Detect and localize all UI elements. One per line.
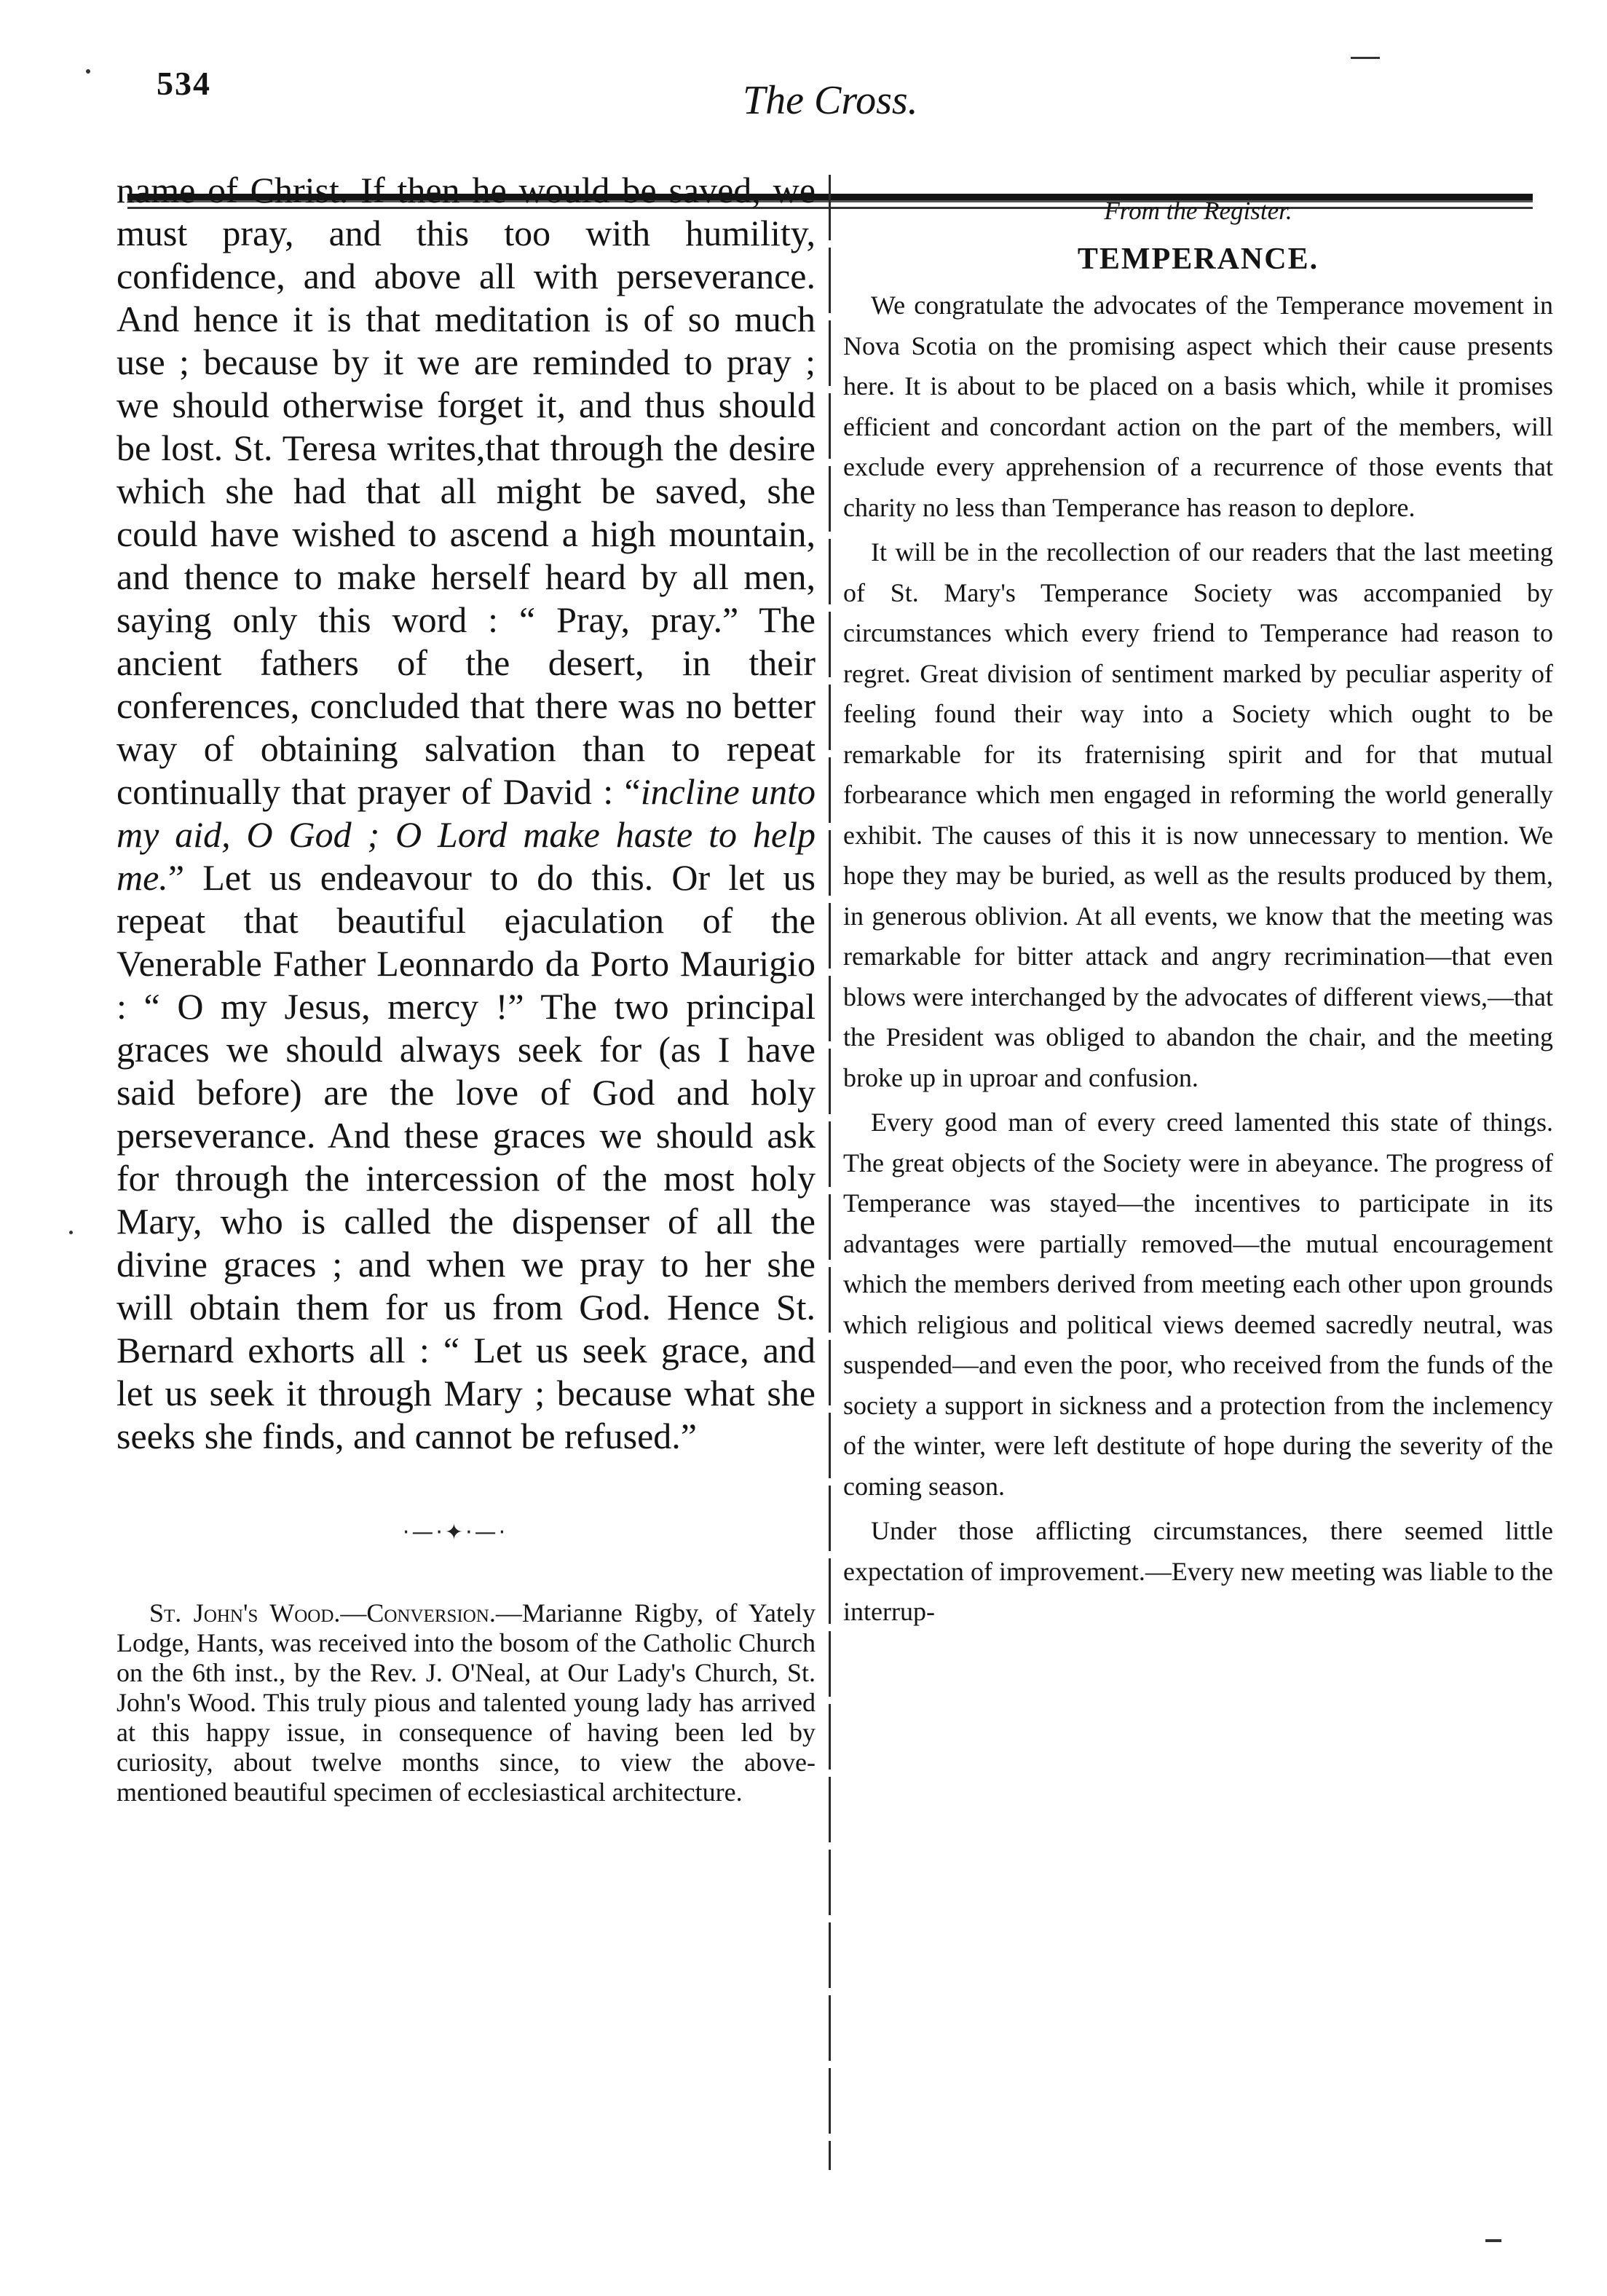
article-body [843,285,1553,1633]
article-paragraph: Every good man of every creed lamented this state of things. The great objects of the Society were in abeyance. The progress of Temperance was stayed—the incentives to participate in its advantages were partially removed—the mutual encouragement which the members derived from meeting each other upon grounds which religious and political views deemed sacredly neutral, was suspended—and even the poor, who received from the funds of the society a support in sickness and a protection from the inclemency of the winter, were left destitute of hope during the severity of the coming season. [843,1108,1553,1501]
left-column-body [117,169,816,1458]
news-item-body: Marianne Rigby, of Yately Lodge, Hants, was received into the bosom of the Catholic Church on the 6th inst., by the Rev. J. O'Neal, at Our Lady's Church, St. John's Wood. This truly pious and talented young lady has arrived at this happy issue, in consequence of having been led by curiosity, about twelve months since, to view the above-mentioned beautiful specimen of ecclesiastical architecture. [117,1598,816,1807]
article-paragraph: We congratulate the advocates of the Temperance movement in Nova Scotia on the promising aspect which their cause presents here. It is about to be placed on a basis which, while it promises efficient and concordant action on the part of the members, will exclude every apprehension of a recurrence of those events that charity no less than Temperance has reason to deplore. [843,291,1553,522]
scan-speck [1485,2239,1501,2242]
page-number: 534 [157,65,211,102]
column-divider [829,175,831,2170]
scan-speck [86,69,90,74]
scan-speck [69,1231,73,1234]
scan-speck [1351,57,1380,59]
page-header [124,64,1536,144]
article-heading: TEMPERANCE. [1077,242,1319,276]
article-paragraph: It will be in the recollection of our readers that the last meeting of St. Mary's Temperance Society was accompanied by circumstances which every friend to Temperance had reason to regret. Great division of sentiment marked by peculiar asperity of feeling found their way into a Society which ought to be remarkable for its fraternising spirit and for that mutual forbearance which men engaged in reforming the world generally exhibit. The causes of this it is now unnecessary to mention. We hope they may be buried, as well as the results produced by them, in generous oblivion. At all events, we know that the meeting was remarkable for bitter attack and angry recrimination—that even blows were interchanged by the advocates of different views,—that the President was obliged to abandon the chair, and the meeting broke up in uproar and confusion. [843,537,1553,1092]
article-paragraph: Under those afflicting circumstances, there seemed little expectation of improvement.—Every new meeting was liable to the interrup- [843,1516,1553,1626]
news-item-lead: St. John's Wood.—Conversion.— [149,1598,522,1628]
left-body-part-1: name of Christ. If then he would be saved, we must pray, and this too with humility, confidence, and above all with perseverance. And hence it is that meditation is of so much use ; because by it we are reminded to pray ; we should otherwise forget it, and thus should be lost. St. Teresa writes,that through the desire which she had that all might be saved, she could have wished to ascend a high mountain, and thence to make herself heard by all men, saying only this word : “ Pray, pray.” The ancient fathers of the desert, in their conferences, concluded that there was no better way of obtaining salvation than to repeat continually that prayer of David : “ [117,170,816,812]
left-body-part-2: ” Let us endeavour to do this. Or let us repeat that beautiful ejaculation of the Venerable Father Leonnardo da Porto Maurigio : “ O my Jesus, mercy !” The two principal graces we should always seek for (as I have said before) are the love of God and holy perseverance. And these graces we should ask for through the intercession of the most holy Mary, who is called the dispenser of all the divine graces ; and when we pray to her she will obtain them for us from God. Hence St. Bernard exhorts all : “ Let us seek grace, and let us seek it through Mary ; because what she seeks she finds, and cannot be refused.” [117,857,816,1456]
section-ornament: ·—·✦·—· [402,1520,508,1545]
news-item-st-johns-wood [117,1598,816,1807]
running-title: The Cross. [743,78,918,123]
right-column [843,197,1553,1637]
article-source: From the Register. [1104,197,1292,225]
left-column [117,169,816,1807]
left-body-italic-quote: incline unto my aid, O God ; O Lord make haste to help me. [117,771,816,898]
